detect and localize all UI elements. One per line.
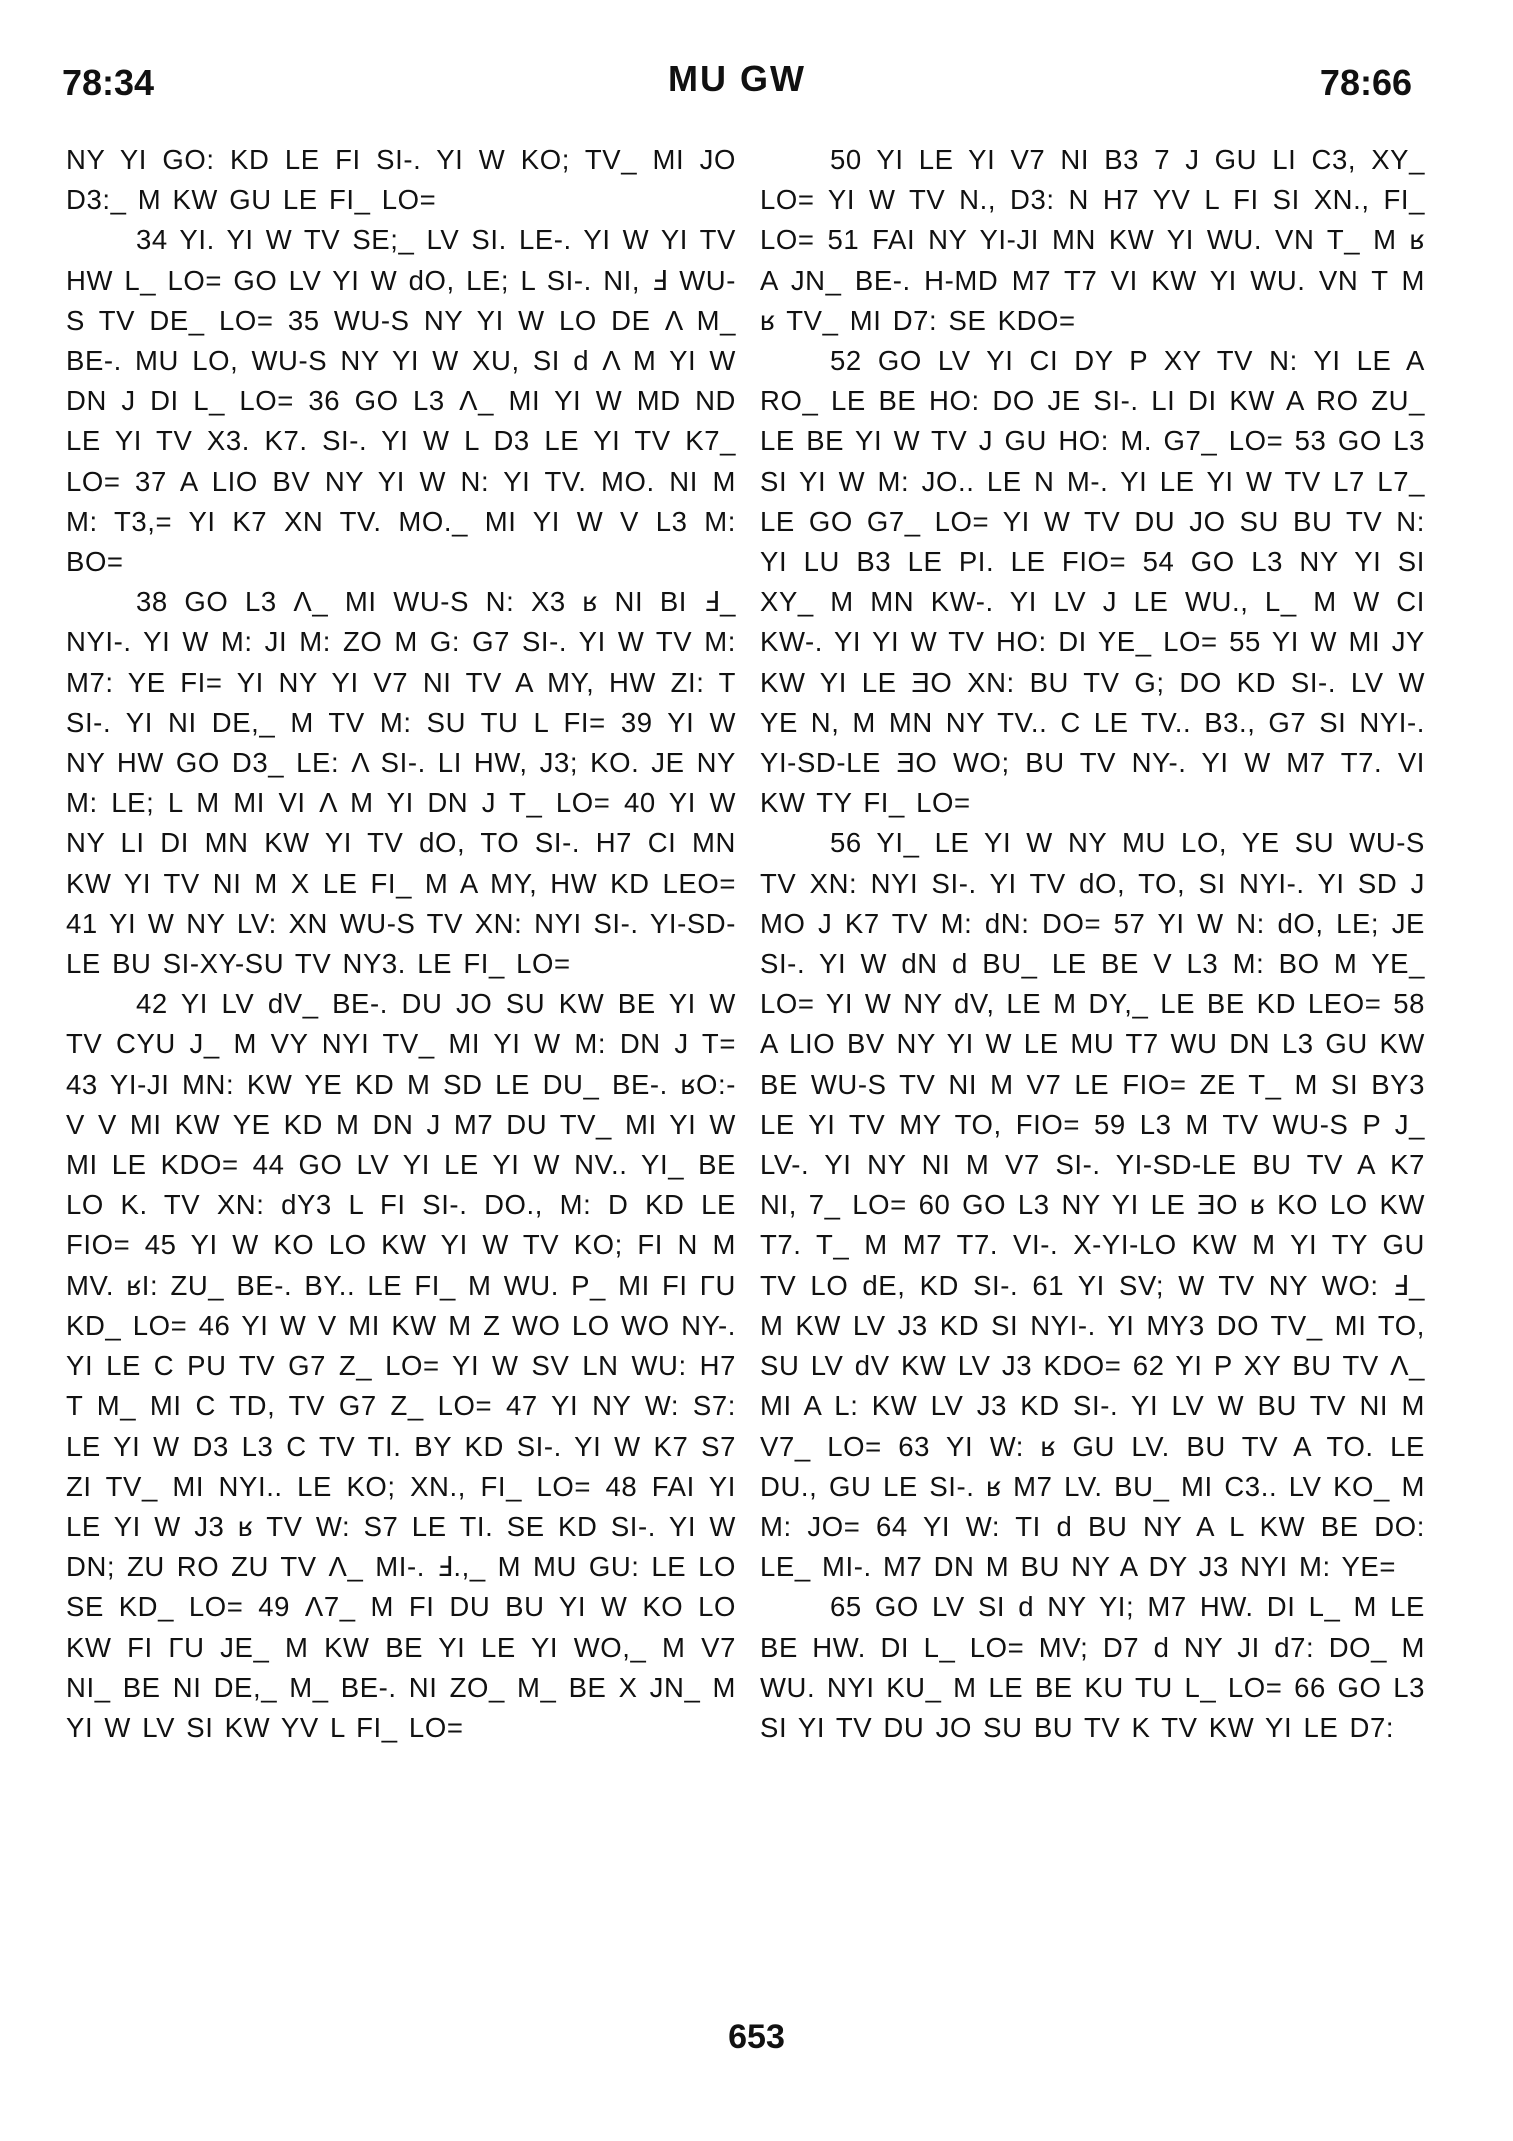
paragraph: 52 GO LV YI CI DY P XY TV N: YI LE A RO_ LE BE HO: DO JE SI-. LI DI KW A RO ZU_ LE BE YI W TV J GU HO: M. G7_ LO= 53 GO L3 SI YI W M: JO.. LE N M-. YI LE YI W TV L7 L7_ LE GO G7_ LO= YI W TV DU JO SU BU TV N: YI LU B3 LE PI. LE FIO= 54 GO L3 NY YI SI XY_ M MN KW-. YI LV J LE WU., L_ M W CI KW-. YI YI W TV HO: DI YE_ LO= 55 YI W MI JY KW YI LE ƎO XN: BU TV G; DO KD SI-. LV W YE N, M MN NY TV.. C LE TV.. B3., G7 SI NYI-. YI-SD-LE ƎO WO; BU TV NY-. YI W M7 T7. VI KW TY FI_ LO= <box>760 345 1425 819</box>
paragraph: NY YI GO: KD LE FI SI-. YI W KO; TV_ MI JO D3:_ M KW GU LE FI_ LO= <box>66 144 736 216</box>
page-number: 653 <box>728 2018 785 2056</box>
paragraph: 34 YI. YI W TV SE;_ LV SI. LE-. YI W YI TV HW L_ LO= GO LV YI W dO, LE; L SI-. NI, Ⅎ WU-S TV DE_ LO= 35 WU-S NY YI W LO DE Λ M_ BE-. MU LO, WU-S NY YI W XU, SI d Λ M YI W DN J DI L_ LO= 36 GO L3 Λ_ MI YI W MD ND LE YI TV X3. K7. SI-. YI W L D3 LE YI TV K7_ LO= 37 A LIO BV NY YI W N: YI TV. MO. NI M M: T3,= YI K7 XN TV. MO._ MI YI W V L3 M: BO= <box>66 224 736 578</box>
paragraph: 38 GO L3 Λ_ MI WU-S N: X3 ʁ NI BI Ⅎ_ NYI-. YI W M: JI M: ZO M G: G7 SI-. YI W TV M: M7: YE FI= YI NY YI V7 NI TV A MY, HW ZI: T SI-. YI NI DE,_ M TV M: SU TU L FI= 39 YI W NY HW GO D3_ LE: Λ SI-. LI HW, J3; KO. JE NY M: LE; L M MI VI Λ M YI DN J T_ LO= 40 YI W NY LI DI MN KW YI TV dO, TO SI-. H7 CI MN KW YI TV NI M X LE FI_ M A MY, HW KD LEO= 41 YI W NY LV: XN WU-S TV XN: NYI SI-. YI-SD-LE BU SI-XY-SU TV NY3. LE FI_ LO= <box>66 586 736 980</box>
right-column <box>760 140 1425 1748</box>
paragraph: 50 YI LE YI V7 NI B3 7 J GU LI C3, XY_ LO= YI W TV N., D3: N H7 YV L FI SI XN., FI_ LO= 51 FAI NY YI-JI MN KW YI WU. VN T_ M ʁ A JN_ BE-. H-MD M7 T7 VI KW YI WU. VN T M ʁ TV_ MI D7: SE KDO= <box>760 144 1425 336</box>
paragraph: 65 GO LV SI d NY YI; M7 HW. DI L_ M LE BE HW. DI L_ LO= MV; D7 d NY JI d7: DO_ M WU. NYI KU_ M LE BE KU TU L_ LO= 66 GO L3 SI YI TV DU JO SU BU TV K TV KW YI LE D7: <box>760 1591 1425 1743</box>
page-header <box>62 58 1412 112</box>
book-title: MU GW <box>668 58 806 99</box>
paragraph: 56 YI_ LE YI W NY MU LO, YE SU WU-S TV XN: NYI SI-. YI TV dO, TO, SI NYI-. YI SD J MO J K7 TV M: dN: DO= 57 YI W N: dO, LE; JE SI-. YI W dN d BU_ LE BE V L3 M: BO M YE_ LO= YI W NY dV, LE M DY,_ LE BE KD LEO= 58 A LIO BV NY YI W LE MU T7 WU DN L3 GU KW BE WU-S TV NI M V7 LE FIO= ZE T_ M SI BY3 LE YI TV MY TO, FIO= 59 L3 M TV WU-S P J_ LV-. YI NY NI M V7 SI-. YI-SD-LE BU TV A K7 NI, 7_ LO= 60 GO L3 NY YI LE ƎO ʁ KO LO KW T7. T_ M M7 T7. VI-. X-YI-LO KW M YI TY GU TV LO dE, KD SI-. 61 YI SV; W TV NY WO: Ⅎ_ M KW LV J3 KD SI NYI-. YI MY3 DO TV_ MI TO, SU LV dV KW LV J3 KDO= 62 YI P XY BU TV Λ_ MI A L: KW LV J3 KD SI-. YI LV W BU TV NI M V7_ LO= 63 YI W: ʁ GU LV. BU TV A TO. LE DU., GU LE SI-. ʁ M7 LV. BU_ MI C3.. LV KO_ M M: JO= 64 YI W: TI d BU NY A L KW BE DO: LE_ MI-. M7 DN M BU NY A DY J3 NYI M: YE= <box>760 827 1425 1583</box>
left-column <box>66 140 736 1748</box>
paragraph: 42 YI LV dV_ BE-. DU JO SU KW BE YI W TV CYU J_ M VY NYI TV_ MI YI W M: DN J T= 43 YI-JI MN: KW YE KD M SD LE DU_ BE-. ʁO:-V V MI KW YE KD M DN J M7 DU TV_ MI YI W MI LE KDO= 44 GO LV YI LE YI W NV.. YI_ BE LO K. TV XN: dY3 L FI SI-. DO., M: D KD LE FIO= 45 YI W KO LO KW YI W TV KO; FI N M MV. ʁI: ZU_ BE-. BY.. LE FI_ M WU. P_ MI FI ΓU KD_ LO= 46 YI W V MI KW M Z WO LO WO NY-. YI LE C PU TV G7 Z_ LO= YI W SV LN WU: H7 T M_ MI C TD, TV G7 Z_ LO= 47 YI NY W: S7: LE YI W D3 L3 C TV TI. BY KD SI-. YI W K7 S7 ZI TV_ MI NYI.. LE KO; XN., FI_ LO= 48 FAI YI LE YI W J3 ʁ TV W: S7 LE TI. SE KD SI-. YI W DN; ZU RO ZU TV Λ_ MI-. Ⅎ.,_ M MU GU: LE LO SE KD_ LO= 49 Λ7_ M FI DU BU YI W KO LO KW FI ΓU JE_ M KW BE YI LE YI WO,_ M V7 NI_ BE NI DE,_ M_ BE-. NI ZO_ M_ BE X JN_ M YI W LV SI KW YV L FI_ LO= <box>66 988 736 1743</box>
chapter-verse-start: 78:34 <box>62 62 155 103</box>
chapter-verse-end: 78:66 <box>1319 62 1412 103</box>
